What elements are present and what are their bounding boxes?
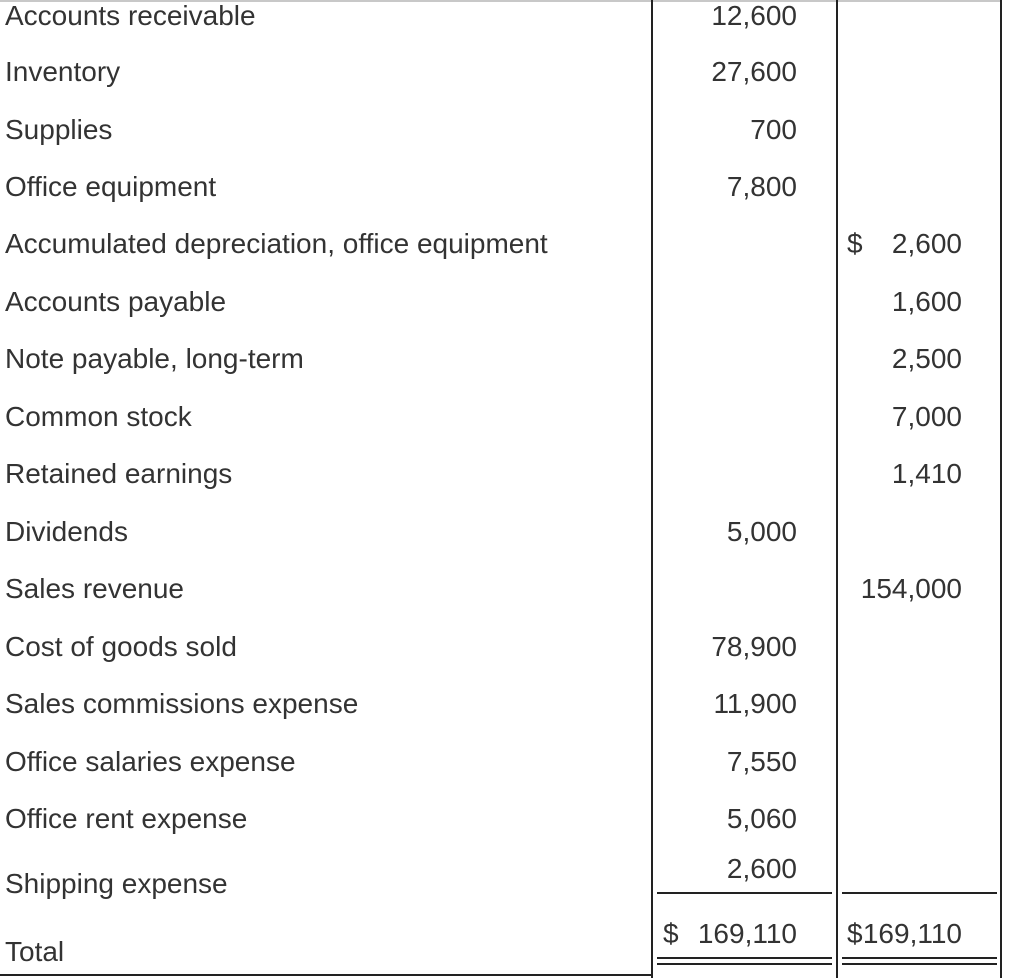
total-label: Total: [5, 936, 65, 967]
total-debit-amount: 169,110: [697, 918, 797, 949]
debit-amount: 700: [750, 114, 797, 145]
account-name: Office salaries expense: [5, 746, 296, 777]
account-name: Inventory: [5, 56, 121, 87]
credit-amount: 1,600: [891, 286, 962, 317]
account-name: Supplies: [5, 114, 113, 145]
account-name: Accounts receivable: [5, 0, 256, 31]
credit-amount: 2,600: [891, 228, 962, 259]
currency-symbol: $: [663, 918, 679, 949]
account-name: Shipping expense: [5, 868, 228, 899]
debit-amount: 12,600: [711, 0, 797, 31]
debit-amount: 27,600: [711, 56, 797, 87]
total-double-rule-debit-1: [657, 957, 832, 959]
total-double-rule-credit-1: [842, 957, 997, 959]
credit-amount: 154,000: [860, 573, 962, 604]
total-credit-amount: 169,110: [862, 918, 962, 949]
currency-symbol: $: [847, 918, 863, 949]
debit-amount: 7,550: [726, 746, 797, 777]
debit-amount: 5,060: [726, 803, 797, 834]
account-name: Office equipment: [5, 171, 217, 202]
account-name: Note payable, long-term: [5, 343, 304, 374]
bottom-border: [0, 974, 651, 976]
account-name: Common stock: [5, 401, 192, 432]
column-divider-right: [1000, 0, 1002, 978]
account-name: Retained earnings: [5, 458, 233, 489]
credit-amount: 2,500: [891, 343, 962, 374]
account-name: Dividends: [5, 516, 128, 547]
account-name: Cost of goods sold: [5, 631, 237, 662]
account-name: Accounts payable: [5, 286, 227, 317]
total-double-rule-credit-2: [842, 963, 997, 965]
currency-symbol: $: [847, 228, 863, 259]
debit-amount: 7,800: [726, 171, 797, 202]
subtotal-rule-credit: [842, 892, 997, 894]
debit-amount: 2,600: [726, 853, 797, 884]
debit-amount: 5,000: [726, 516, 797, 547]
debit-amount: 11,900: [713, 688, 797, 719]
account-name: Office rent expense: [5, 803, 248, 834]
total-double-rule-debit-2: [657, 963, 832, 965]
debit-amount: 78,900: [711, 631, 797, 662]
account-name: Sales commissions expense: [5, 688, 359, 719]
subtotal-rule-debit: [657, 892, 832, 894]
account-name: Accumulated depreciation, office equipment: [5, 228, 548, 259]
account-name: Sales revenue: [5, 573, 185, 604]
credit-amount: 1,410: [891, 458, 962, 489]
credit-amount: 7,000: [891, 401, 962, 432]
